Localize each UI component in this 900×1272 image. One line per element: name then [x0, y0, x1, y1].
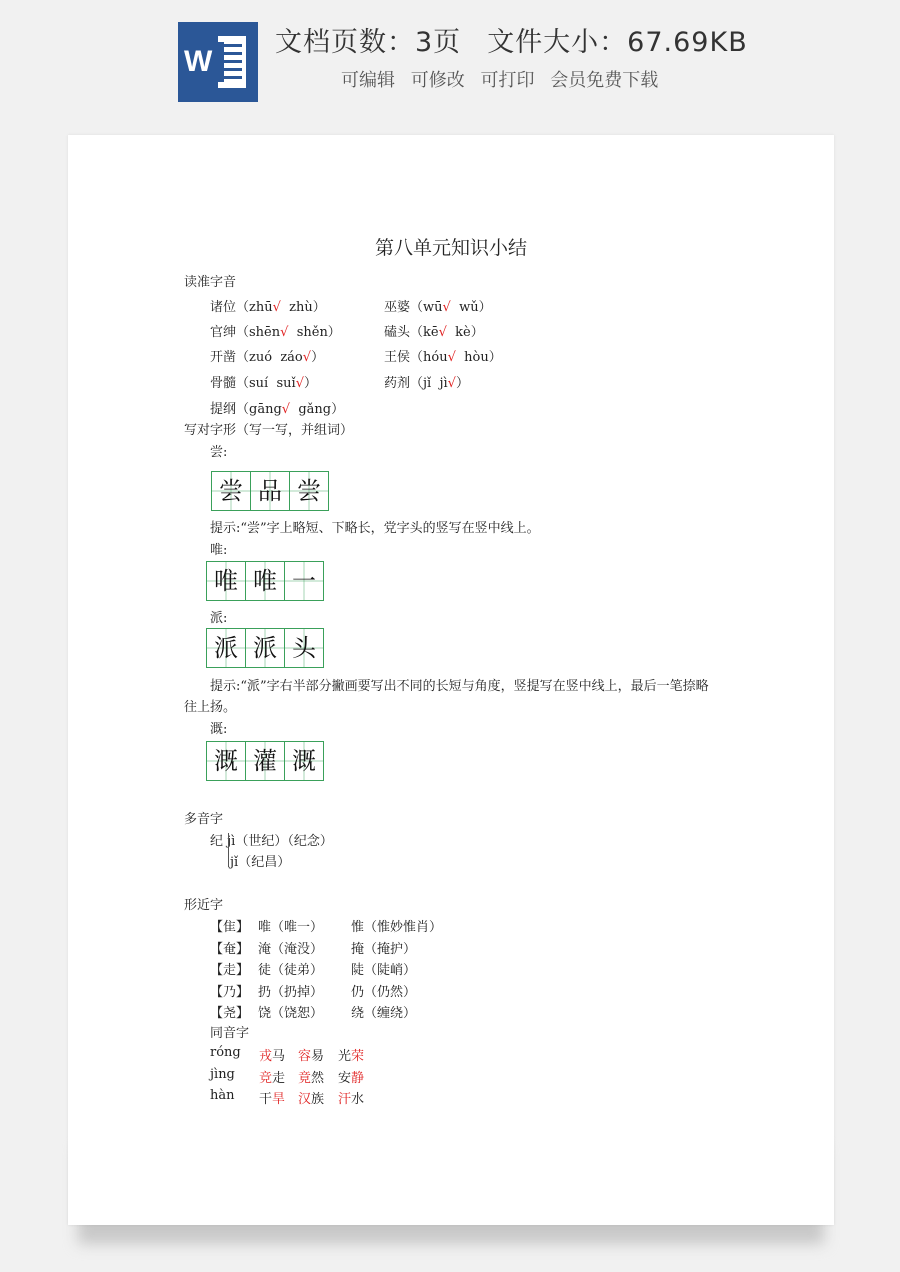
grid-char: 尝 — [290, 472, 328, 510]
pron-option: （shēn — [236, 325, 281, 340]
word-doc-icon — [178, 22, 258, 102]
polyphonic-line: jǐ（纪昌） — [230, 855, 291, 870]
companion-char: 易 — [311, 1049, 325, 1064]
writing-label: 派: — [210, 611, 228, 626]
homophone-char: 旱 — [272, 1092, 286, 1107]
homophone-char: 竟 — [298, 1070, 312, 1086]
similar-root: 【尧】 — [210, 1006, 250, 1021]
grid-char: 品 — [251, 472, 290, 510]
homophone-char: 荣 — [351, 1049, 365, 1064]
header — [0, 0, 900, 130]
homophone-word — [298, 1045, 324, 1064]
homophone-char: 静 — [351, 1070, 365, 1086]
check-mark: √ — [442, 300, 451, 315]
similar-word: 仍（仍然） — [351, 984, 417, 1000]
similar-word: 绕（缠绕） — [351, 1006, 417, 1021]
pron-option: wǔ） — [450, 300, 492, 315]
grid-char: 溉 — [207, 742, 246, 780]
homophone-char: 容 — [298, 1049, 312, 1064]
grid-char: 灌 — [246, 742, 285, 780]
homophone-word — [338, 1045, 364, 1064]
grid-char: 头 — [285, 629, 323, 667]
homophone-pinyin: róng — [210, 1045, 241, 1060]
pron-word: 巫婆 — [384, 300, 411, 315]
char-grid — [206, 741, 324, 781]
feature-download: 会员免费下载 — [550, 70, 659, 91]
similar-root: 【乃】 — [210, 984, 250, 1000]
writing-label: 尝: — [210, 445, 228, 460]
pronunciation-item — [210, 321, 341, 340]
companion-char: 干 — [259, 1092, 273, 1107]
feature-printable: 可打印 — [480, 70, 535, 91]
grid-char: 派 — [246, 629, 285, 667]
document-title: 第八单元知识小结 — [374, 237, 527, 259]
section-writing: 写对字形（写一写，并组词） — [184, 423, 354, 438]
logo-letter: W — [184, 42, 224, 82]
homophone-word — [338, 1067, 364, 1086]
tip-text: 提示:“尝”字上略短、下略长，党字头的竖写在竖中线上。 — [210, 521, 540, 536]
grid-char: 溉 — [285, 742, 323, 780]
companion-char: 然 — [311, 1070, 325, 1086]
homophone-word — [298, 1088, 324, 1107]
pron-option: kè） — [446, 325, 484, 340]
homophone-word — [259, 1088, 285, 1107]
pron-word: 药剂 — [384, 376, 411, 391]
companion-char: 族 — [311, 1092, 325, 1107]
pronunciation-item — [384, 372, 469, 391]
check-mark: √ — [295, 376, 304, 391]
homophone-word — [338, 1088, 364, 1107]
pron-word: 诸位 — [210, 300, 237, 315]
companion-char: 马 — [272, 1049, 286, 1064]
homophone-pinyin: jìng — [210, 1066, 235, 1082]
check-mark: √ — [272, 300, 281, 315]
document-page — [68, 135, 834, 1225]
section-similar: 形近字 — [184, 898, 224, 913]
pron-option: gǎng） — [290, 402, 345, 417]
writing-label: 唯: — [210, 543, 228, 558]
pron-option: ） — [455, 376, 469, 391]
similar-root: 【走】 — [210, 963, 250, 978]
companion-char: 水 — [351, 1092, 365, 1107]
pron-option: hòu） — [455, 350, 502, 365]
pron-option: （wū — [410, 300, 443, 315]
feature-editable: 可编辑 — [341, 70, 395, 91]
check-mark: √ — [281, 402, 291, 417]
similar-word: 淹（淹没） — [258, 941, 324, 957]
pron-word: 王侯 — [384, 350, 411, 365]
pron-option: （kē — [410, 325, 439, 340]
pron-option: ） — [311, 350, 325, 365]
check-mark: √ — [447, 376, 456, 391]
page-count: 文档页数：3页 — [275, 27, 462, 58]
pron-option: （zuó záo — [236, 350, 303, 365]
companion-char: 光 — [338, 1049, 352, 1064]
similar-word: 唯（唯一） — [258, 920, 324, 935]
grid-char: 唯 — [207, 562, 246, 600]
pron-word: 提纲 — [210, 402, 237, 417]
char-grid — [206, 628, 324, 668]
grid-char: 尝 — [212, 472, 251, 510]
pron-option: （gāng — [236, 402, 282, 417]
tip-text: 提示:“派”字右半部分撇画要写出不同的长短与角度，竖提写在竖中线上，最后一笔捺略 — [210, 679, 709, 694]
similar-word: 徒（徒弟） — [258, 963, 324, 978]
check-mark: √ — [447, 350, 456, 365]
similar-word: 扔（扔掉） — [258, 984, 324, 1000]
homophone-word — [259, 1045, 285, 1064]
pron-word: 官绅 — [210, 325, 237, 340]
grid-char: 派 — [207, 629, 246, 667]
similar-word: 陡（陡峭） — [351, 963, 417, 978]
grid-char: 一 — [285, 562, 323, 600]
pronunciation-item — [384, 296, 492, 315]
homophone-char: 汗 — [338, 1092, 352, 1107]
feature-modifiable: 可修改 — [410, 70, 465, 91]
pron-option: （jǐ jì — [410, 376, 448, 391]
similar-word: 掩（掩护） — [351, 941, 417, 957]
file-info — [275, 20, 774, 59]
pron-option: （hóu — [410, 350, 448, 365]
pron-option: ） — [303, 376, 317, 391]
char-grid — [206, 561, 324, 601]
homophone-word — [259, 1067, 285, 1086]
section-pronunciation: 读准字音 — [184, 275, 237, 290]
writing-label: 溉: — [210, 722, 228, 737]
polyphonic-line: 纪 jì（世纪）（纪念） — [210, 834, 333, 849]
pronunciation-item — [210, 398, 344, 417]
pron-word: 磕头 — [384, 325, 411, 340]
section-homophone: 同音字 — [210, 1026, 250, 1041]
pronunciation-item — [384, 346, 502, 365]
companion-char: 安 — [338, 1070, 352, 1086]
pronunciation-item — [210, 296, 326, 315]
pron-option: zhù） — [280, 300, 326, 315]
similar-root: 【奄】 — [210, 941, 250, 957]
pronunciation-item — [210, 346, 324, 365]
pron-option: （suí suǐ — [236, 376, 296, 391]
check-mark: √ — [302, 350, 312, 365]
check-mark: √ — [280, 325, 289, 340]
pron-word: 开凿 — [210, 350, 237, 365]
pron-option: （zhū — [236, 300, 273, 315]
grid-char: 唯 — [246, 562, 285, 600]
file-size: 文件大小：67.69KB — [487, 27, 748, 58]
pron-word: 骨髓 — [210, 376, 237, 391]
homophone-pinyin: hàn — [210, 1088, 235, 1103]
feature-list — [341, 66, 668, 92]
similar-word: 饶（饶恕） — [258, 1006, 324, 1021]
homophone-char: 汉 — [298, 1092, 312, 1107]
tip-text-continued: 往上扬。 — [184, 700, 237, 715]
homophone-word — [298, 1067, 324, 1086]
similar-root: 【隹】 — [210, 920, 250, 935]
char-grid — [211, 471, 329, 511]
check-mark: √ — [438, 325, 447, 340]
section-polyphonic: 多音字 — [184, 812, 224, 827]
pron-option: shěn） — [288, 325, 341, 340]
similar-word: 惟（惟妙惟肖） — [351, 920, 443, 935]
companion-char: 走 — [272, 1070, 286, 1086]
pronunciation-item — [384, 321, 484, 340]
homophone-char: 竞 — [259, 1070, 273, 1086]
homophone-char: 戎 — [259, 1049, 273, 1064]
pronunciation-item — [210, 372, 317, 391]
